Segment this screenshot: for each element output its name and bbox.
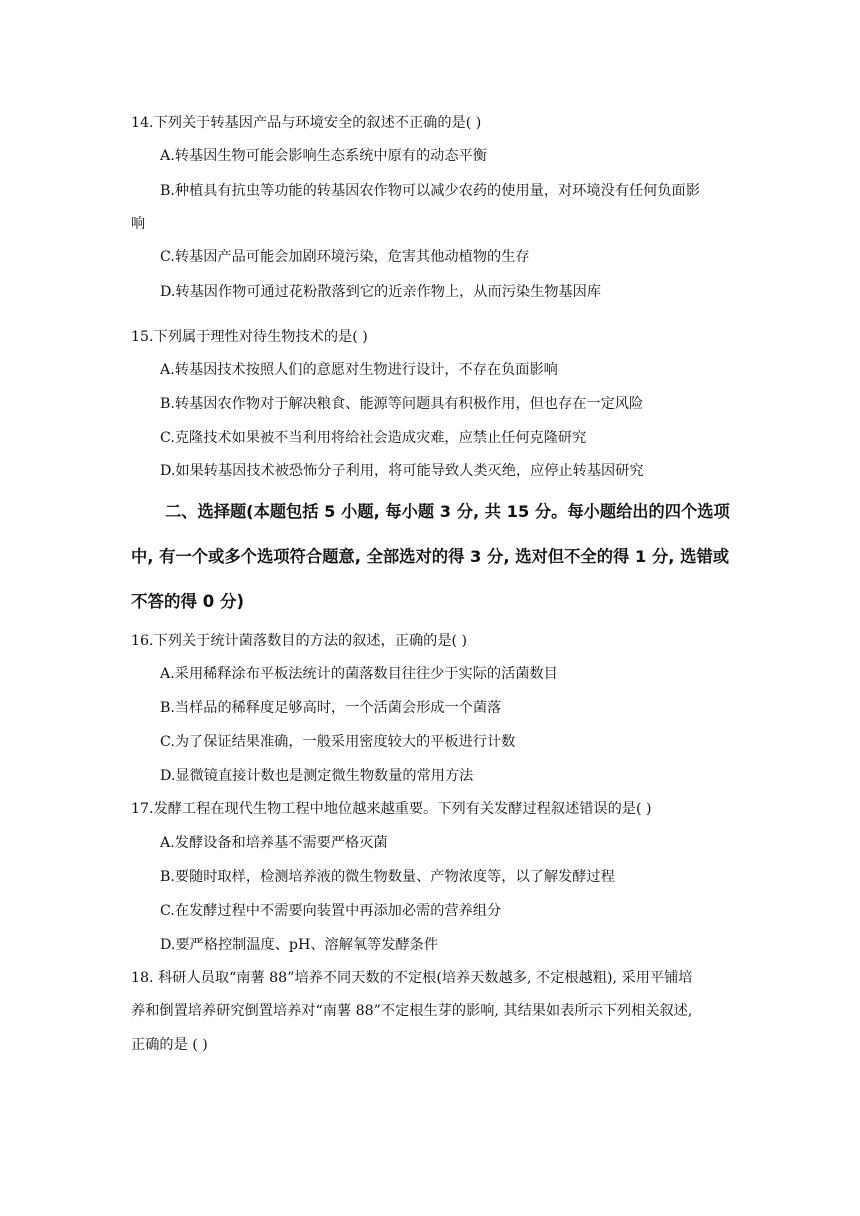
section-2-heading-line-2: 中, 有一个或多个选项符合题意, 全部选对的得 3 分, 选对但不全的得 1 分, 选错或 xyxy=(131,547,730,566)
question-17-option-a: A.发酵设备和培养基不需要严格灭菌 xyxy=(160,835,388,851)
question-14-option-c: C.转基因产品可能会加剧环境污染，危害其他动植物的生存 xyxy=(160,249,530,265)
question-15-option-a: A.转基因技术按照人们的意愿对生物进行设计，不存在负面影响 xyxy=(160,362,558,378)
question-15-option-d: D.如果转基因技术被恐怖分子利用，将可能导致人类灭绝，应停止转基因研究 xyxy=(160,463,644,479)
question-14-option-a: A.转基因生物可能会影响生态系统中原有的动态平衡 xyxy=(160,148,487,164)
question-17-option-c: C.在发酵过程中不需要向装置中再添加必需的营养组分 xyxy=(160,903,502,919)
question-16-option-d: D.显微镜直接计数也是测定微生物数量的常用方法 xyxy=(160,768,474,784)
question-15-stem: 15.下列属于理性对待生物技术的是( ) xyxy=(131,329,368,345)
question-17-stem: 17.发酵工程在现代生物工程中地位越来越重要。下列有关发酵过程叙述错误的是( ) xyxy=(131,801,652,817)
question-14-stem: 14.下列关于转基因产品与环境安全的叙述不正确的是( ) xyxy=(131,115,482,131)
question-14-option-d: D.转基因作物可通过花粉散落到它的近亲作物上，从而污染生物基因库 xyxy=(160,284,602,300)
question-18-stem-line-1: 18. 科研人员取“南薯 88”培养不同天数的不定根(培养天数越多, 不定根越粗), 采用平铺培 xyxy=(131,970,693,986)
question-16-option-a: A.采用稀释涂布平板法统计的菌落数目往往少于实际的活菌数目 xyxy=(160,666,558,682)
question-14-option-b: B.种植具有抗虫等功能的转基因农作物可以减少农药的使用量，对环境没有任何负面影 xyxy=(160,183,700,199)
question-18-stem-line-2: 养和倒置培养研究倒置培养对“南薯 88”不定根生芽的影响, 其结果如表所示下列相关叙述, xyxy=(131,1003,693,1019)
section-2-heading-line-1: 二、选择题(本题包括 5 小题, 每小题 3 分, 共 15 分。每小题给出的四个选项 xyxy=(165,502,730,521)
question-16-stem: 16.下列关于统计菌落数目的方法的叙述，正确的是( ) xyxy=(131,633,468,649)
question-14-option-b-continued: 响 xyxy=(131,216,146,232)
section-2-heading-line-3: 不答的得 0 分) xyxy=(131,592,245,611)
question-16-option-b: B.当样品的稀释度足够高时，一个活菌会形成一个菌落 xyxy=(160,700,502,716)
question-15-option-c: C.克隆技术如果被不当利用将给社会造成灾难，应禁止任何克隆研究 xyxy=(160,430,587,446)
question-18-stem-line-3: 正确的是 ( ) xyxy=(131,1037,208,1053)
question-16-option-c: C.为了保证结果准确，一般采用密度较大的平板进行计数 xyxy=(160,734,516,750)
question-17-option-b: B.要随时取样，检测培养液的微生物数量、产物浓度等，以了解发酵过程 xyxy=(160,869,615,885)
question-15-option-b: B.转基因农作物对于解决粮食、能源等问题具有积极作用，但也存在一定风险 xyxy=(160,396,644,412)
question-17-option-d: D.要严格控制温度、pH、溶解氧等发酵条件 xyxy=(160,937,439,953)
